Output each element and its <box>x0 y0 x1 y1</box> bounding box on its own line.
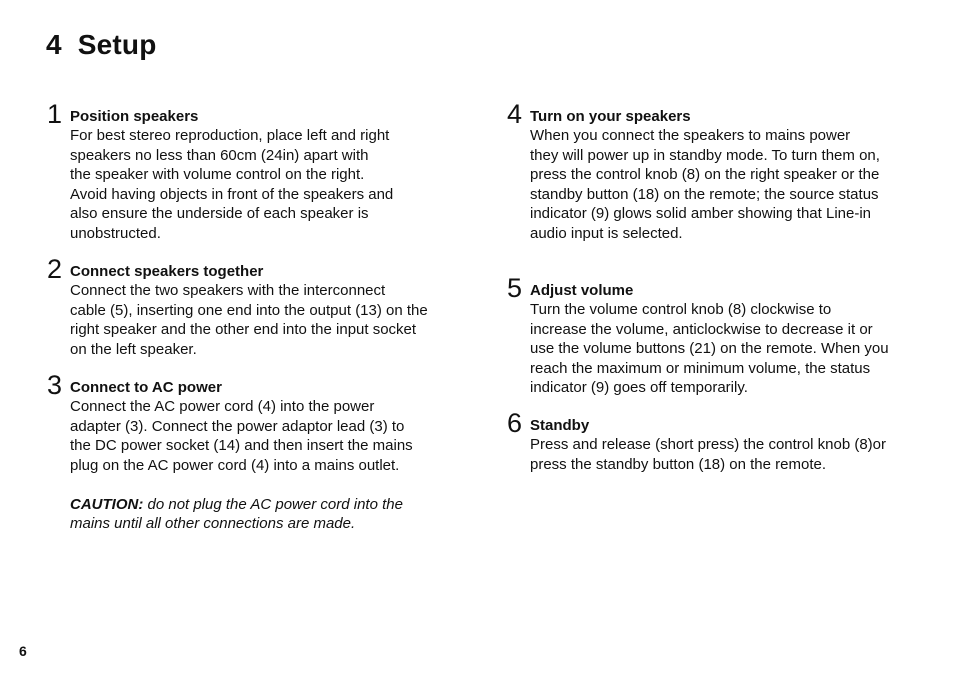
body-line: the DC power socket (14) and then insert the mains <box>70 437 413 454</box>
step-body <box>70 397 413 534</box>
body-line: press the control knob (8) on the right speaker or the <box>530 166 880 183</box>
body-line: indicator (9) glows solid amber showing that Line-in <box>530 205 872 222</box>
step-title: Connect speakers together <box>70 263 264 280</box>
body-line: on the left speaker. <box>70 340 197 358</box>
body-line: Avoid having objects in front of the speakers and <box>70 185 394 203</box>
step-number: 1 <box>47 99 63 129</box>
body-line: cable (5), inserting one end into the output (13) on the <box>70 301 428 319</box>
step-body <box>530 126 880 243</box>
step-number: 2 <box>47 254 63 284</box>
body-line: unobstructed. <box>70 224 161 242</box>
body-line: press the standby button (18) on the remote. <box>530 455 827 473</box>
step-title: Adjust volume <box>530 282 634 299</box>
step-title: Turn on your speakers <box>530 108 691 125</box>
body-line: Turn the volume control knob (8) clockwise to <box>530 301 832 318</box>
caution-note <box>70 495 413 534</box>
caution-text: do not plug the AC power cord into the <box>143 495 403 513</box>
body-line: indicator (9) goes off temporarily. <box>530 379 748 396</box>
body-line: Connect the AC power cord (4) into the power <box>70 398 375 415</box>
step-number: 5 <box>507 273 523 303</box>
caution-label: CAUTION: <box>70 495 144 513</box>
body-line: audio input is selected. <box>530 224 683 242</box>
step-number: 6 <box>507 408 523 438</box>
step-number: 3 <box>47 370 63 400</box>
step-body <box>70 126 393 243</box>
body-line: also ensure the underside of each speaker is <box>70 205 369 222</box>
body-line: plug on the AC power cord (4) into a mains outlet. <box>70 456 400 474</box>
body-line: use the volume buttons (21) on the remote. When you <box>530 340 889 357</box>
step-body <box>70 281 428 359</box>
step-title: Connect to AC power <box>70 379 222 396</box>
body-line: adapter (3). Connect the power adaptor lead (3) to <box>70 417 405 435</box>
body-line: right speaker and the other end into the input socket <box>70 321 417 338</box>
body-line: Press and release (short press) the control knob (8)or <box>530 436 886 453</box>
body-line: Connect the two speakers with the interconnect <box>70 282 386 299</box>
caution-line: mains until all other connections are made. <box>70 515 356 532</box>
step-body <box>530 300 889 398</box>
body-line: reach the maximum or minimum volume, the status <box>530 359 871 377</box>
body-line: speakers no less than 60cm (24in) apart with <box>70 146 369 164</box>
page-title: 4 Setup <box>46 29 157 60</box>
body-line: they will power up in standby mode. To turn them on, <box>530 146 880 164</box>
step-title: Position speakers <box>70 108 199 125</box>
body-line: For best stereo reproduction, place left and right <box>70 127 390 144</box>
page-number: 6 <box>19 643 27 659</box>
step-title: Standby <box>530 417 590 434</box>
caution-line <box>70 495 413 515</box>
body-line: When you connect the speakers to mains power <box>530 127 851 144</box>
body-line: standby button (18) on the remote; the source status <box>530 185 879 203</box>
body-line: the speaker with volume control on the right. <box>70 166 365 183</box>
step-body <box>530 435 886 474</box>
body-line: increase the volume, anticlockwise to decrease it or <box>530 320 873 338</box>
step-number: 4 <box>507 99 523 129</box>
